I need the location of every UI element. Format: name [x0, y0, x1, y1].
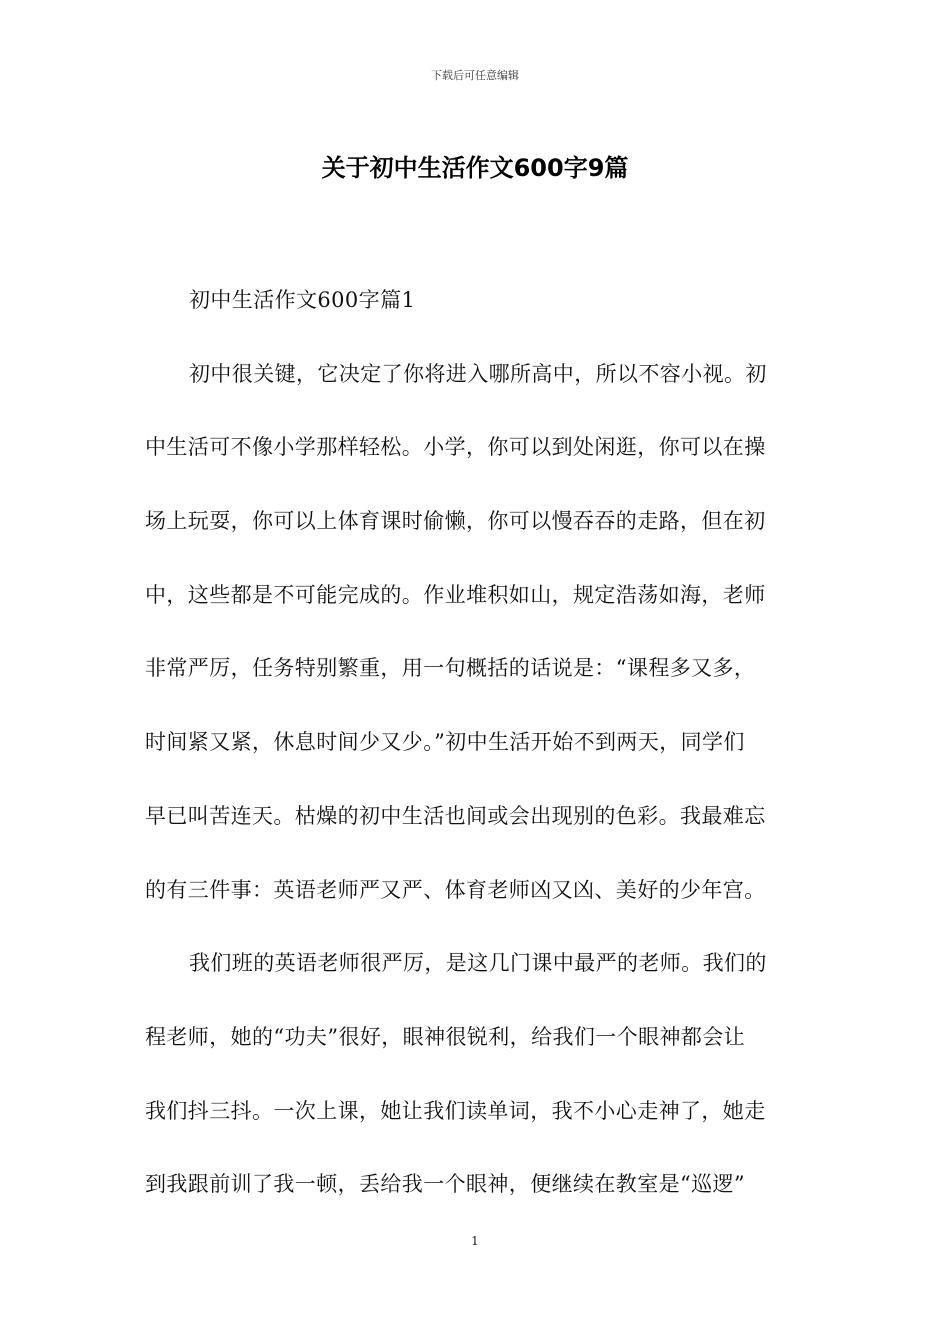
header-note: 下载后可任意编辑	[431, 69, 519, 82]
paragraph-line: 我们抖三抖。一次上课，她让我们读单词，我不小心走神了，她走	[145, 1098, 766, 1123]
document-body	[145, 278, 807, 1236]
document-title: 关于初中生活作文600字9篇	[321, 154, 629, 182]
paragraph-line: 的有三件事：英语老师严又严、体育老师凶又凶、美好的少年宫。	[145, 877, 766, 902]
paragraph-line: 初中很关键，它决定了你将进入哪所高中，所以不容小视。初	[189, 361, 767, 386]
paragraph-line: 中，这些都是不可能完成的。作业堆积如山，规定浩荡如海，老师	[145, 582, 766, 607]
paragraph-line: 到我跟前训了我一顿，丢给我一个眼神，便继续在教室是“巡逻”	[145, 1172, 746, 1197]
paragraph-line: 早已叫苦连天。枯燥的初中生活也间或会出现别的色彩。我最难忘	[145, 803, 766, 828]
section-heading: 初中生活作文600字篇1	[189, 288, 416, 312]
paragraph-line: 我们班的英语老师很严厉，是这几门课中最严的老师。我们的	[189, 951, 767, 976]
page-number: 1	[471, 1234, 479, 1248]
paragraph-line: 程老师，她的“功夫”很好，眼神很锐利，给我们一个眼神都会让	[145, 1024, 746, 1049]
paragraph-line: 场上玩耍，你可以上体育课时偷懒，你可以慢吞吞的走路，但在初	[145, 509, 766, 534]
paragraph-line: 时间紧又紧，休息时间少又少。”初中生活开始不到两天，同学们	[145, 730, 745, 755]
paragraph-line: 非常严厉，任务特别繁重，用一句概括的话说是：“课程多又多，	[145, 656, 756, 681]
paragraph-line: 中生活可不像小学那样轻松。小学，你可以到处闲逛，你可以在操	[145, 435, 766, 460]
